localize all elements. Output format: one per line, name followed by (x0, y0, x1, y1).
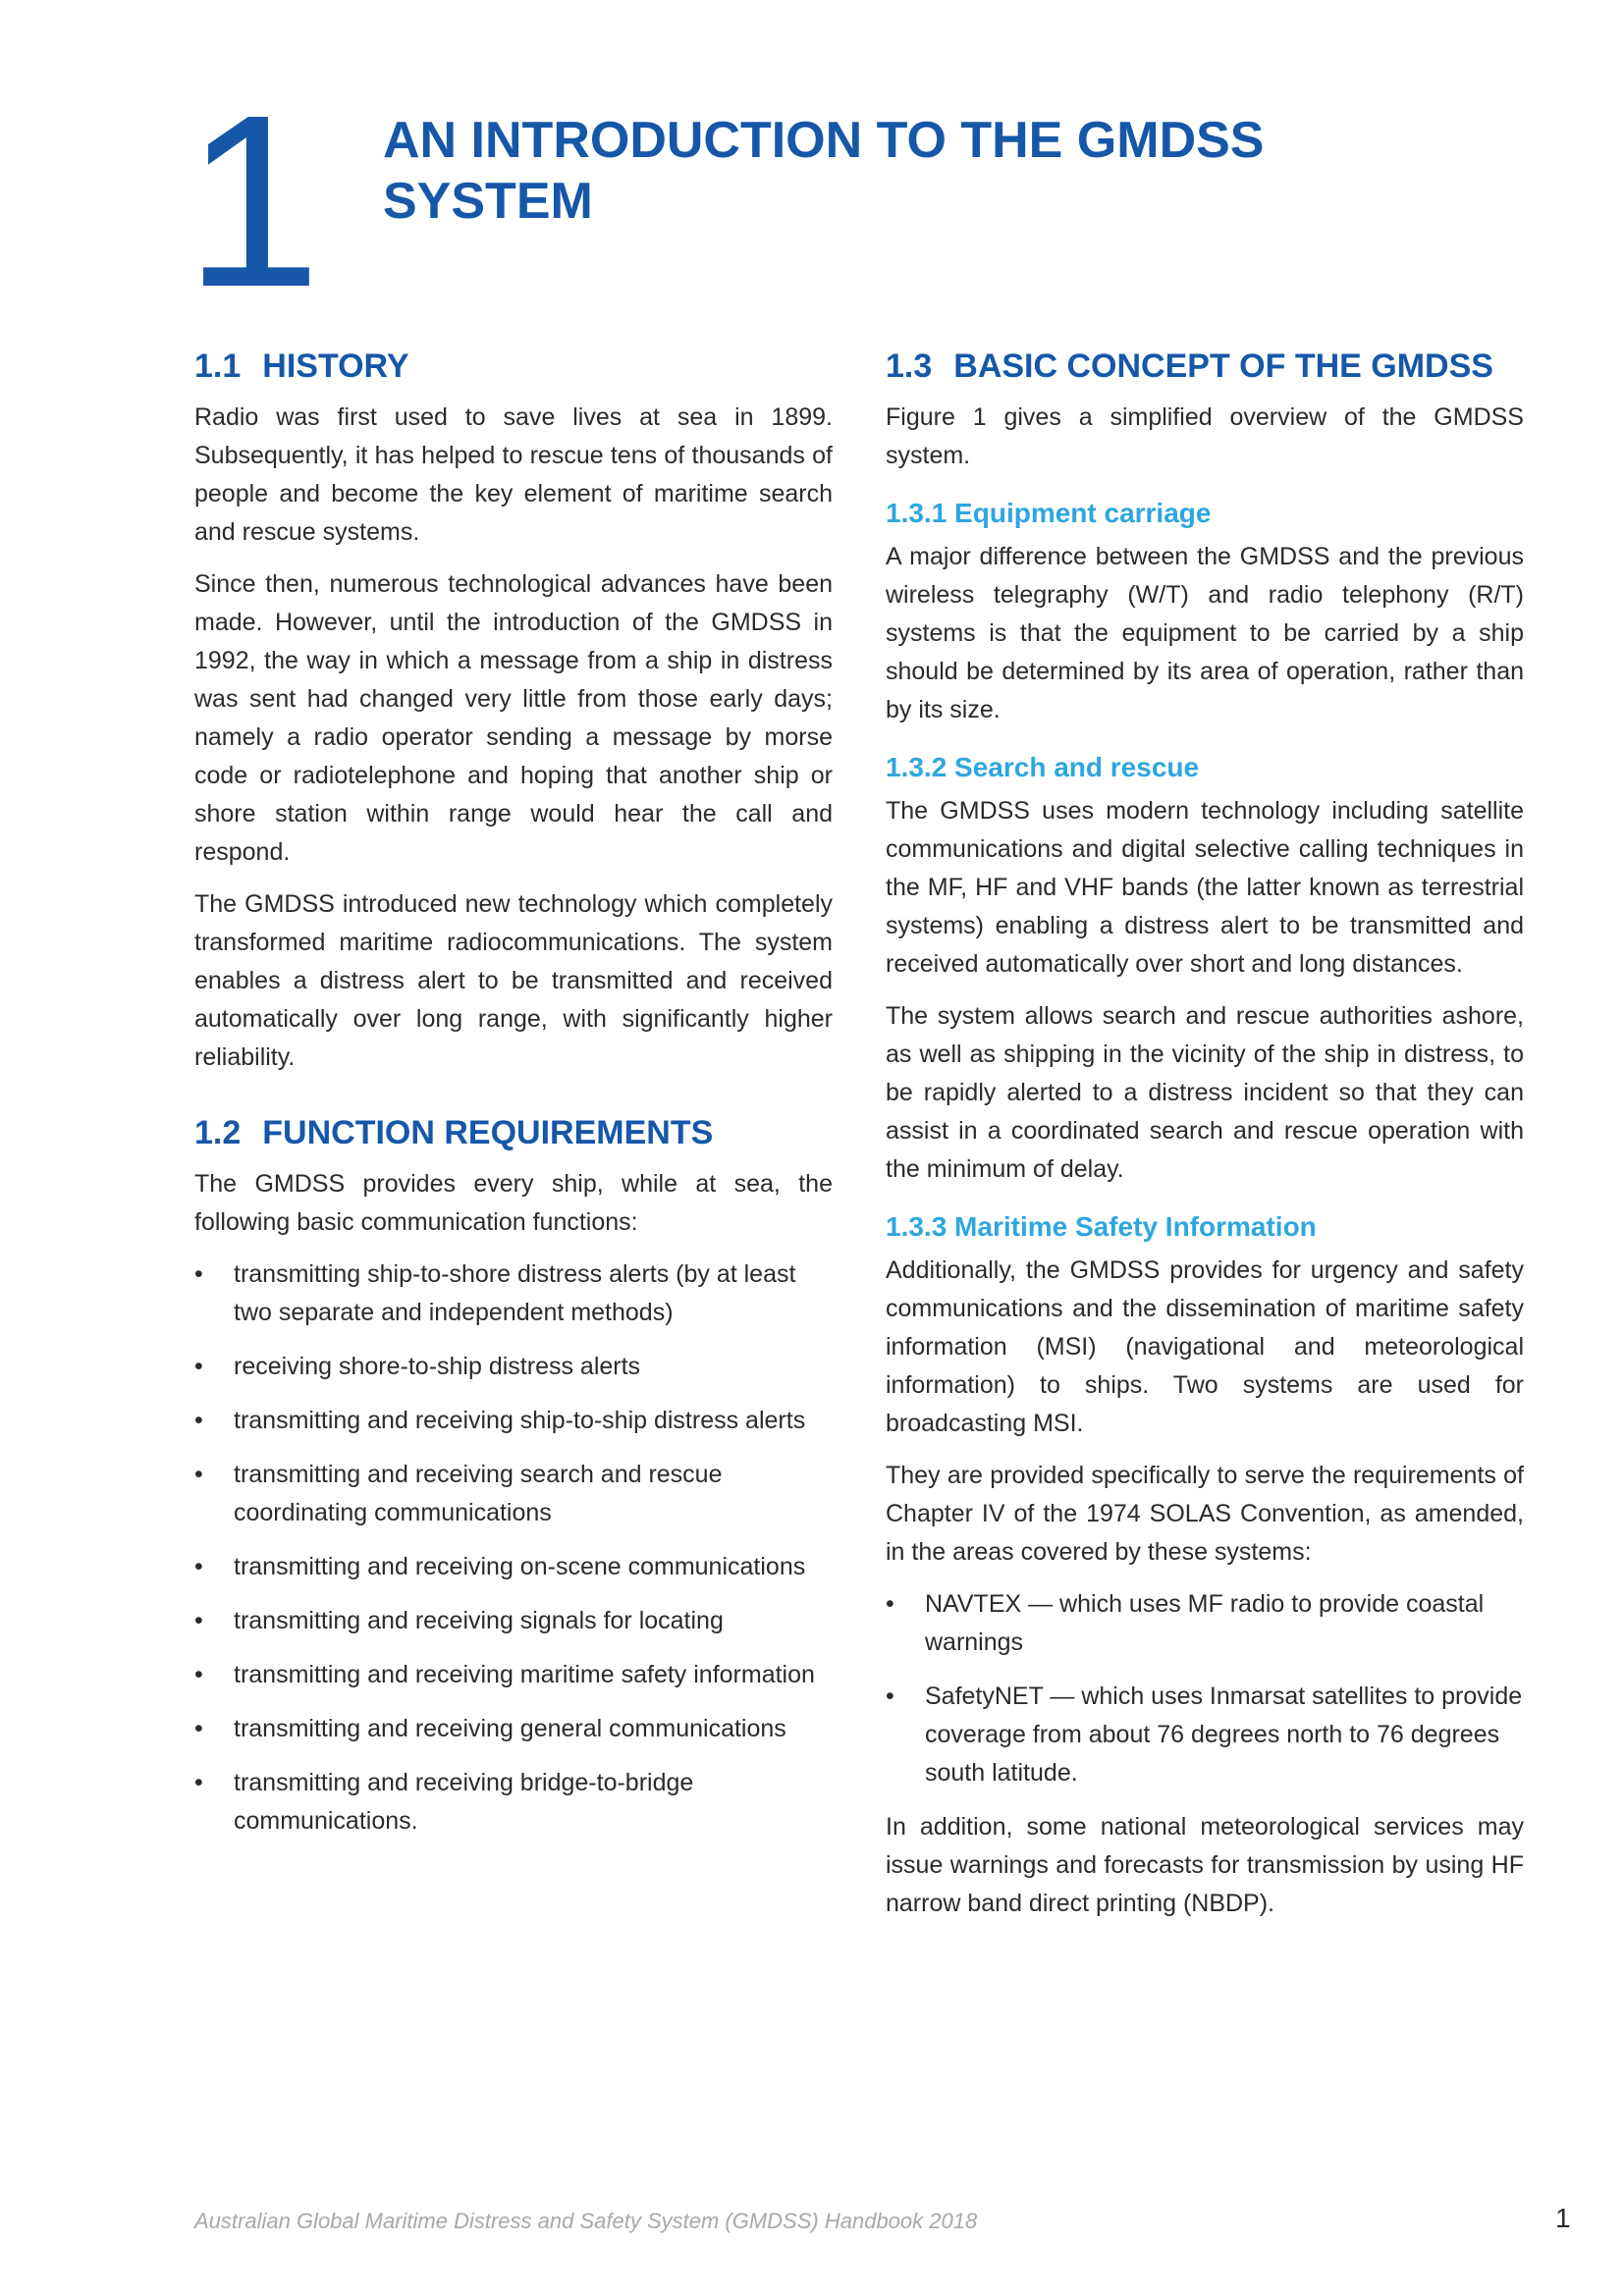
paragraph: Additionally, the GMDSS provides for urgency and safety communications and the dissemination of maritime safety information (MSI) (navigational and meteorological information) to ships. Two systems are used for broadcasting MSI. (886, 1256, 1524, 1437)
paragraph: The GMDSS uses modern technology including satellite communications and digital selective calling techniques in the MF, HF and VHF bands (the latter known as terrestrial systems) enabling a distress alert to be transmitted and received automatically over short and long distances. (886, 797, 1524, 978)
chapter-title: AN INTRODUCTION TO THE GMDSS SYSTEM (383, 112, 1265, 230)
right-column (886, 347, 1524, 1937)
paragraph: Radio was first used to save lives at sea in 1899. Subsequently, it has helped to rescue tens of thousands of people and become the key element of maritime search and rescue systems. (194, 403, 833, 546)
paragraph: The system allows search and rescue authorities ashore, as well as shipping in the vicinity of the ship in distress, to be rapidly alerted to a distress incident so that they can assist in a coordinated search and rescue operation with the minimum of delay. (886, 1002, 1524, 1183)
page-number: 1 (1555, 2203, 1571, 2233)
section-title: BASIC CONCEPT OF THE GMDSS (953, 347, 1493, 385)
paragraph: They are provided specifically to serve the requirements of Chapter IV of the 1974 SOLAS Convention, as amended, in the areas covered by these systems: (886, 1462, 1524, 1566)
section-heading-functions (194, 1114, 833, 1151)
section-basic-concept (886, 347, 1524, 1923)
section-title: HISTORY (262, 347, 409, 385)
list-item: • transmitting and receiving signals for locating (194, 1602, 833, 1640)
section-number: 1.2 (194, 1114, 242, 1151)
paragraph: The GMDSS provides every ship, while at sea, the following basic communication functions: (194, 1170, 833, 1236)
paragraph: Figure 1 gives a simplified overview of the GMDSS system. (886, 403, 1524, 469)
list-item: • transmitting and receiving search and rescue coordinating communications (194, 1456, 833, 1532)
section-function-requirements (194, 1114, 833, 1841)
left-column (194, 347, 833, 1856)
subsection-heading-equipment: 1.3.1 Equipment carriage (886, 498, 1212, 528)
list-item: • NAVTEX — which uses MF radio to provide coastal warnings (886, 1585, 1524, 1662)
list-item: • transmitting and receiving ship-to-ship distress alerts (194, 1402, 833, 1440)
section-history (194, 347, 833, 1077)
msi-list (886, 1585, 1524, 1792)
subsection-heading-msi: 1.3.3 Maritime Safety Information (886, 1211, 1317, 1242)
paragraph: Since then, numerous technological advances have been made. However, until the introduction of the GMDSS in 1992, the way in which a message from a ship in distress was sent had changed very little from those early days; namely a radio operator sending a message by morse code or radiotelephone and hoping that another ship or shore station within range would hear the call and respond. (194, 570, 833, 866)
footer-text: Australian Global Maritime Distress and Safety System (GMDSS) Handbook 2018 (194, 2209, 978, 2233)
list-item: • receiving shore-to-ship distress alerts (194, 1348, 833, 1386)
list-item: • SafetyNET — which uses Inmarsat satellites to provide coverage from about 76 degrees north to 76 degrees south latitude. (886, 1678, 1524, 1792)
list-item: • transmitting and receiving bridge-to-bridge communications. (194, 1764, 833, 1841)
list-item: • transmitting ship-to-shore distress alerts (by at least two separate and independent methods) (194, 1255, 833, 1332)
paragraph: A major difference between the GMDSS and the previous wireless telegraphy (W/T) and radio telephony (R/T) systems is that the equipment to be carried by a ship should be determined by its area of operation, rather than by its size. (886, 543, 1524, 723)
list-item: • transmitting and receiving on-scene communications (194, 1548, 833, 1586)
list-item: • transmitting and receiving general communications (194, 1710, 833, 1748)
paragraph: In addition, some national meteorological services may issue warnings and forecasts for transmission by using HF narrow band direct printing (NBDP). (886, 1813, 1524, 1917)
paragraph: The GMDSS introduced new technology which completely transformed maritime radiocommunications. The system enables a distress alert to be transmitted and received automatically over long range, with significantly higher reliability. (194, 890, 833, 1071)
list-item: • transmitting and receiving maritime safety information (194, 1656, 833, 1694)
section-title: FUNCTION REQUIREMENTS (262, 1114, 714, 1151)
section-heading-concept (886, 347, 1524, 385)
subsection-heading-sar: 1.3.2 Search and rescue (886, 752, 1200, 782)
section-number: 1.3 (886, 347, 933, 385)
chapter-number: 1 (185, 64, 314, 338)
function-list (194, 1255, 833, 1841)
section-heading-history (194, 347, 833, 385)
section-number: 1.1 (194, 347, 242, 385)
